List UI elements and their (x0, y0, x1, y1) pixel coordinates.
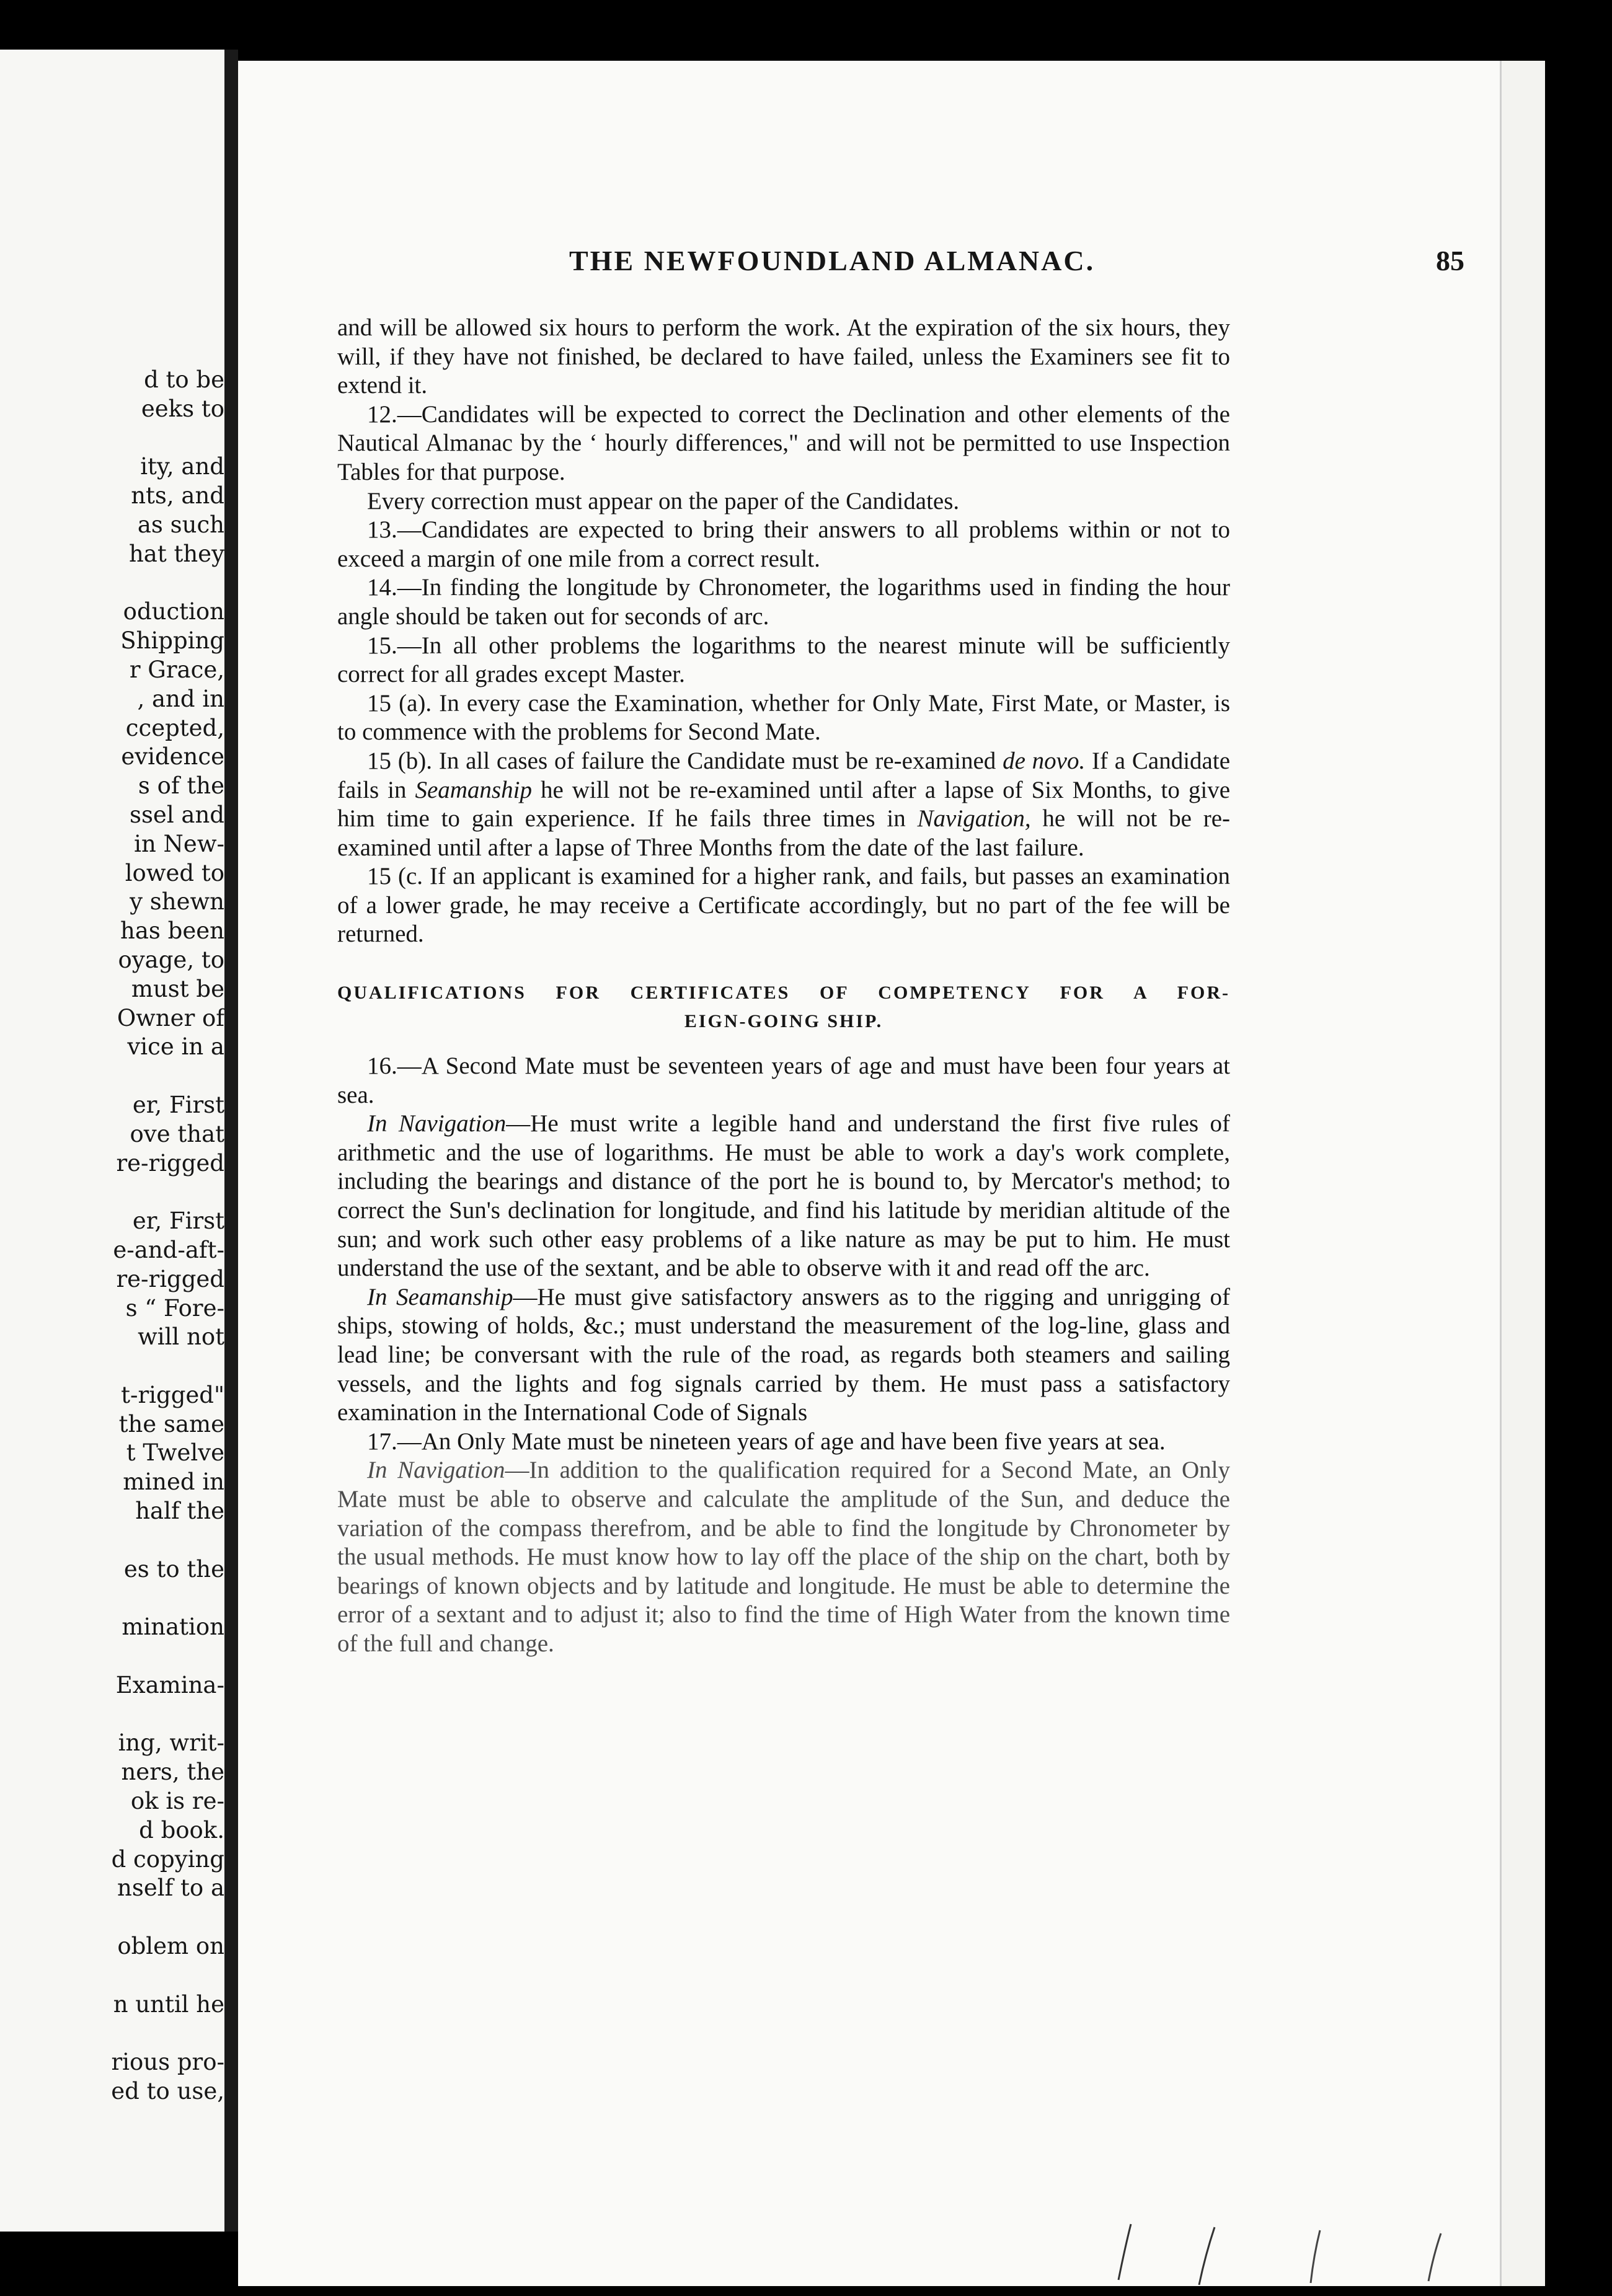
left-page-fragment (0, 1961, 224, 1990)
left-page-fragment (0, 743, 224, 772)
left-page-fragment (0, 1903, 224, 1932)
left-page-fragment (0, 2048, 224, 2077)
left-page-fragment-text: mined in (123, 1468, 224, 1496)
left-page-fragment (0, 946, 224, 975)
left-page-fragment (0, 1091, 224, 1120)
right-page (238, 61, 1545, 2286)
left-page-fragment (0, 569, 224, 598)
left-page-fragment-text: vice in a (127, 1033, 224, 1061)
left-page-fragment-text: Owner of (117, 1004, 224, 1031)
left-page-fragment-text: er, First (132, 1091, 224, 1118)
left-page-fragment (0, 1874, 224, 1903)
left-page-fragment (0, 1207, 224, 1236)
left-page-fragment-text: the same (118, 1410, 224, 1437)
section-heading (337, 979, 1230, 1036)
left-page-fragment-text: y shewn (130, 888, 224, 916)
left-page-fragment-text: half the (135, 1498, 224, 1525)
body-text (337, 314, 1230, 1659)
paragraph-15a (337, 689, 1230, 747)
left-page-fragment (0, 1323, 224, 1352)
left-page-fragment (0, 859, 224, 888)
left-page-fragment (0, 540, 224, 569)
seamanship-italic: Seamanship (415, 776, 532, 803)
left-page-fragment (0, 830, 224, 859)
paragraph-15c-text: If an applicant is examined for a higher rank, and fails, but passes an examination of a lower grade, he may receive a Certificate accordingly, but no part of the fee will be returned. (337, 863, 1230, 948)
left-page-fragment (0, 1004, 224, 1033)
left-page-fragment (0, 1816, 224, 1845)
paragraph-15a-text: In every case the Examination, whether for Only Mate, First Mate, or Master, is to commence with the problems for Second Mate. (337, 689, 1230, 746)
left-page-fragment (0, 714, 224, 743)
left-page-fragment (0, 1033, 224, 1062)
paragraph-15b (337, 747, 1230, 862)
left-page-fragment-text: ing, writ- (118, 1729, 224, 1757)
paragraph-17: 17.—An Only Mate must be nineteen years of age and have been five years at sea. (367, 1428, 1166, 1455)
left-page-fragment (0, 1236, 224, 1265)
left-page-fragment-text: re-rigged (116, 1265, 224, 1292)
paragraph-16: 16.—A Second Mate must be seventeen years of age and must have been four years at sea. (337, 1053, 1230, 1108)
running-head (300, 244, 1466, 280)
left-page-fragment-text: has been (120, 917, 224, 945)
left-page-fragment (0, 627, 224, 656)
left-page-fragment (0, 1555, 224, 1584)
left-page-fragment-text: s “ Fore- (125, 1294, 224, 1322)
paragraph-16-seamanship-text: —He must give satisfactory answers as to the rigging and unrigging of ships, stowing of holds, &c.; must understand the measurement of the log-line, glass and lead line; be conversant with the rule of the road, as regards both steamers and sailing vessels, and the lights and fog signals carried by them. He must pass a satisfactory examination in the International Code of Signals (337, 1283, 1230, 1426)
left-page-fragment-text: must be (131, 975, 224, 1002)
left-page-fragment-text: oyage, to (118, 946, 224, 973)
paragraph-16-navigation-text: —He must write a legible hand and understand the first five rules of arithmetic and the use of logarithms. He must be able to work a day's work complete, including the bearings and distance of the port he is bound to, by Mercator's method; to correct the Sun's declination for longitude, and find his latitude by meridian altitude of the sun; and work such other easy problems of a like nature as may be put to him. He must understand the use of the sextant, and be able to observe with it and read off the arc. (337, 1110, 1231, 1282)
page-edge (1500, 61, 1545, 2286)
left-page-fragment (0, 1787, 224, 1816)
left-page-fragment (0, 685, 224, 714)
page-number: 85 (1436, 245, 1464, 276)
left-page-fragment (0, 1410, 224, 1439)
left-page-fragment (0, 917, 224, 946)
left-page-fragment (0, 1149, 224, 1178)
navigation-label-17: In Navigation (367, 1457, 505, 1484)
de-novo-italic: de novo. (1003, 747, 1086, 774)
book-gutter (224, 50, 238, 2232)
paragraph-16-navigation (337, 1110, 1230, 1283)
left-page-fragment (0, 1671, 224, 1700)
left-page-fragment (0, 1468, 224, 1497)
left-page-fragment (0, 975, 224, 1004)
paragraph-15b-text-1: In all cases of failure the Candidate must be re-examined (438, 747, 996, 774)
paragraph-15c-number: 15 (c. (367, 863, 423, 890)
left-page-fragment (0, 1613, 224, 1642)
left-page-fragment-text: eeks to (141, 395, 224, 422)
left-page-fragment-text: rious pro- (111, 2049, 224, 2076)
left-page-fragment (0, 1352, 224, 1381)
left-page-fragment (0, 1526, 224, 1555)
paragraph-17-navigation (337, 1456, 1230, 1658)
left-page-fragment (0, 1265, 224, 1294)
paragraph-14: 14.—In finding the longitude by Chronometer, the logarithms used in finding the hour angle should be taken out for seconds of arc. (337, 574, 1230, 630)
seamanship-label: In Seamanship (367, 1283, 513, 1310)
paragraph-15b-text-2: If a Candidate fails in (337, 747, 1231, 803)
left-page-fragment-text: Examina- (115, 1671, 224, 1698)
paragraph-17-navigation-text: —In addition to the qualification required for a Second Mate, an Only Mate must be able to observe and calculate the amplitude of the Sun, and deduce the variation of the compass therefrom, and be able to find the longitude by Chronometer by the usual methods. He must know how to lay off the place of the ship on the chart, both by bearings of known objects and by latitude and longitude. He must be able to determine the error of a sextant and to adjust it; also to find the time of High Water from the known time of the full and change. (337, 1457, 1230, 1657)
left-page-fragment (0, 656, 224, 685)
left-page-fragment (0, 1932, 224, 1961)
left-page-fragment-text: ccepted, (125, 714, 224, 741)
left-page-fragment (0, 1120, 224, 1149)
left-page-fragment-text: t-rigged" (121, 1381, 224, 1408)
left-page-fragment (0, 1584, 224, 1613)
left-page-fragment-text: d to be (144, 366, 224, 393)
left-page-fragment (0, 1758, 224, 1787)
left-page-fragment (0, 366, 224, 395)
left-page-fragment-text: ed to use, (111, 2078, 224, 2105)
paragraph-15b-text-3: he will not be re-examined until after a lapse of Six Months, to give him time to gain experience. If he fails three times in (337, 776, 1231, 832)
paragraph-12: 12.—Candidates will be expected to correct the Declination and other elements of the Nautical Almanac by the ‘ hourly differences," and will not be permitted to use Inspection Tables for that purpose. (337, 400, 1230, 485)
left-page-fragment (0, 1381, 224, 1410)
left-page-fragment (0, 482, 224, 511)
scan-marks (1106, 2212, 1453, 2286)
left-page-fragment-text: evidence (121, 743, 224, 770)
left-page-fragment (0, 424, 224, 453)
left-page-fragment (0, 1845, 224, 1874)
paragraph-12-note: Every correction must appear on the paper of the Candidates. (367, 487, 960, 514)
left-page-fragment-text: oblem on (117, 1933, 224, 1960)
left-page-fragment-text: re-rigged (116, 1149, 224, 1177)
left-page (0, 50, 224, 2232)
paragraph-15a-number: 15 (a). (367, 689, 432, 717)
left-page-fragment (0, 598, 224, 627)
left-page-fragment-text: nts, and (131, 482, 224, 510)
left-page-fragment (0, 1729, 224, 1758)
left-page-fragment (0, 888, 224, 917)
paragraph-15c (337, 862, 1230, 949)
left-page-fragment-text: in New- (134, 830, 224, 857)
paragraph-13: 13.—Candidates are expected to bring their answers to all problems within or not to exceed a margin of one mile from a correct result. (337, 516, 1230, 572)
left-page-fragment (0, 1439, 224, 1468)
left-page-fragment-text: nself to a (117, 1874, 224, 1902)
paragraph-16-seamanship (337, 1283, 1230, 1428)
left-page-fragment-text: ssel and (129, 801, 224, 828)
left-page-fragment-text: oduction (123, 598, 224, 625)
left-page-fragment (0, 395, 224, 424)
left-page-fragment-text: lowed to (125, 859, 224, 886)
left-page-fragment-text: ok is re- (130, 1788, 224, 1815)
left-page-fragment-text: d book. (139, 1816, 224, 1843)
left-page-fragment (0, 1178, 224, 1207)
left-page-fragment (0, 511, 224, 540)
left-page-fragment-text: will not (138, 1323, 224, 1351)
left-page-fragment (0, 1294, 224, 1323)
left-page-fragment-text: hat they (128, 540, 224, 567)
left-page-fragment-text: , and in (137, 685, 224, 712)
left-page-fragment-text: mination (122, 1614, 224, 1641)
left-page-fragment-text: ity, and (140, 453, 224, 480)
paragraph-15b-text-4: he will not be re-examined until after a lapse of Three Months from the date of the last failure. (337, 805, 1231, 861)
paragraph-continuation: and will be allowed six hours to perform the work. At the expiration of the six hours, they will, if they have not finished, be declared to have failed, unless the Examiners see fit to extend it. (337, 314, 1230, 399)
left-page-fragment (0, 1990, 224, 2020)
paragraph-15: 15.—In all other problems the logarithms to the nearest minute will be sufficiently correct for all grades except Master. (337, 632, 1230, 688)
left-page-fragment (0, 453, 224, 482)
left-page-fragment-text: s of the (138, 772, 224, 800)
left-page-fragment-text: ners, the (121, 1759, 224, 1786)
left-page-fragment-text: d copying (111, 1845, 224, 1873)
left-page-fragment-text: es to the (123, 1555, 224, 1583)
navigation-italic: Navigation, (917, 805, 1031, 832)
left-page-fragment-text: ove that (130, 1120, 224, 1147)
left-page-fragment (0, 2077, 224, 2106)
left-page-fragment-text: e-and-aft- (113, 1236, 224, 1263)
paragraph-15b-number: 15 (b). (367, 747, 433, 774)
left-page-fragment (0, 1497, 224, 1526)
navigation-label: In Navigation (367, 1110, 507, 1137)
left-page-fragment (0, 1062, 224, 1091)
left-page-fragment-text: n until he (113, 1990, 224, 2018)
section-heading-line-2: EIGN-GOING SHIP. (684, 1011, 884, 1032)
left-page-fragment (0, 801, 224, 830)
left-page-fragment-text: t Twelve (126, 1439, 224, 1467)
running-head-title: THE NEWFOUNDLAND ALMANAC. (569, 245, 1096, 276)
left-page-fragment-text: r Grace, (129, 656, 224, 683)
section-heading-line-1: QUALIFICATIONS FOR CERTIFICATES OF COMPETENCY FOR A FOR- (337, 982, 1230, 1004)
left-page-fragment (0, 2019, 224, 2048)
left-page-fragment (0, 1642, 224, 1671)
left-page-fragment-text: er, First (132, 1208, 224, 1235)
left-page-fragment-text: as such (137, 511, 224, 538)
left-page-fragment (0, 772, 224, 801)
left-page-text-fragments (0, 366, 224, 2106)
left-page-fragment-text: Shipping (120, 627, 224, 655)
left-page-fragment (0, 1700, 224, 1729)
